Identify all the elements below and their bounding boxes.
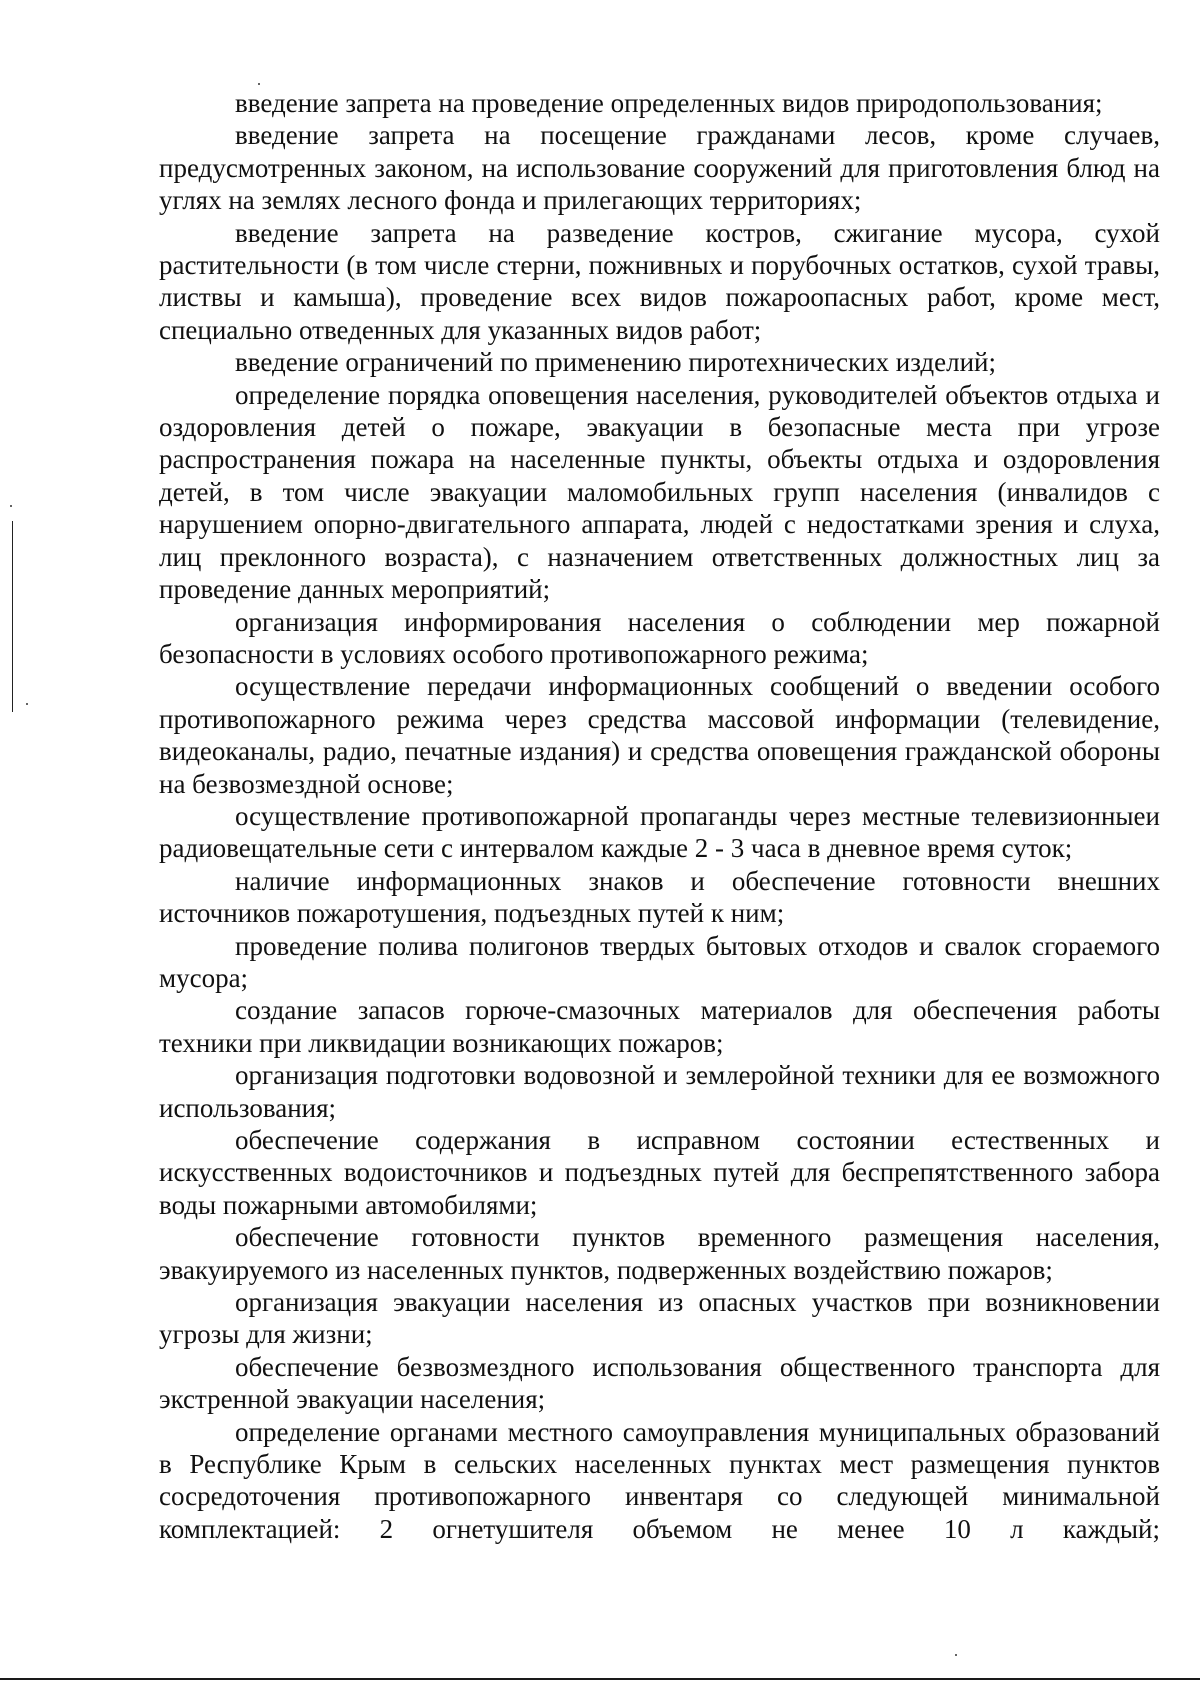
paragraph-fire-propaganda: осуществление противопожарной пропаганды через местные телевизионныеи радиовещательные сети с интервалом каждые 2 - 3 часа в дневное время суток;: [159, 800, 1160, 864]
document-body: [159, 87, 1160, 1545]
paragraph-fuel-reserves: создание запасов горюче-смазочных материалов для обеспечения работы техники при ликвидации возникающих пожаров;: [159, 995, 1160, 1058]
scan-speck: [258, 83, 260, 85]
paragraph-public-informing: организация информирования населения о соблюдении мер пожарной безопасности в условиях особого противопожарного режима;: [159, 606, 1160, 669]
paragraph-evacuation: организация эвакуации населения из опасных участков при возникновении угрозы для жизни;: [159, 1287, 1160, 1350]
paragraph-landfill-watering: проведение полива полигонов твердых бытовых отходов и свалок сгораемого мусора;: [159, 930, 1160, 993]
paragraph-temporary-shelters: обеспечение готовности пунктов временного размещения населения, эвакуируемого из населенных пунктов, подверженных воздействию пожаров;: [159, 1222, 1160, 1285]
scan-bottom-edge: [0, 1678, 1200, 1680]
paragraph-fire-ban: введение запрета на разведение костров, сжигание мусора, сухой растительности (в том числе стерни, пожнивных и порубочных остатков, сухой травы, листвы и камыша), проведение всех видов пожароопасных работ, кроме мест, специально отведенных для указанных видов работ;: [159, 217, 1160, 345]
scan-speck: [10, 505, 12, 507]
paragraph-inventory-points: определение органами местного самоуправления муниципальных образований в Республике Крым в сельских населенных пунктах мест размещения пунктов сосредоточения противопожарного инвентаря со следующей минимальной комплектацией: 2 огнетушителя объемом не менее 10 л каждый;: [159, 1416, 1160, 1544]
paragraph-notification-order: определение порядка оповещения населения, руководителей объектов отдыха и оздоровления детей о пожаре, эвакуации в безопасные места при угрозе распространения пожара на населенные пункты, объекты отдыха и оздоровления детей, в том числе эвакуации маломобильных групп населения (инвалидов с нарушением опорно-двигательного аппарата, людей с недостатками зрения и слуха, лиц преклонного возраста), с назначением ответственных должностных лиц за проведение данных мероприятий;: [159, 379, 1160, 605]
paragraph-media-messages: осуществление передачи информационных сообщений о введении особого противопожарного режима через средства массовой информации (телевидение, видеоканалы, радио, печатные издания) и средства оповещения гражданской обороны на безвозмездной основе;: [159, 671, 1160, 799]
scan-speck: [955, 1654, 957, 1656]
scan-speck: [26, 703, 28, 705]
paragraph-pyrotechnics-limits: введение ограничений по применению пиротехнических изделий;: [235, 347, 996, 378]
paragraph-water-sources: обеспечение содержания в исправном состоянии естественных и искусственных водоисточников и подъездных путей для беспрепятственного забора воды пожарными автомобилями;: [159, 1125, 1160, 1220]
paragraph-nature-use-ban: введение запрета на проведение определенных видов природопользования;: [235, 88, 1103, 118]
scan-binding-line: [12, 521, 13, 712]
paragraph-info-signs: наличие информационных знаков и обеспечение готовности внешних источников пожаротушения, подъездных путей к ним;: [159, 865, 1160, 929]
paragraph-forest-visit-ban: введение запрета на посещение гражданами лесов, кроме случаев, предусмотренных законом, на использование сооружений для приготовления блюд на углях на землях лесного фонда и прилегающих территориях;: [159, 120, 1160, 216]
paragraph-free-transport: обеспечение безвозмездного использования общественного транспорта для экстренной эвакуации населения;: [159, 1351, 1160, 1415]
paragraph-equipment-preparation: организация подготовки водовозной и землеройной техники для ее возможного использования;: [159, 1060, 1160, 1123]
